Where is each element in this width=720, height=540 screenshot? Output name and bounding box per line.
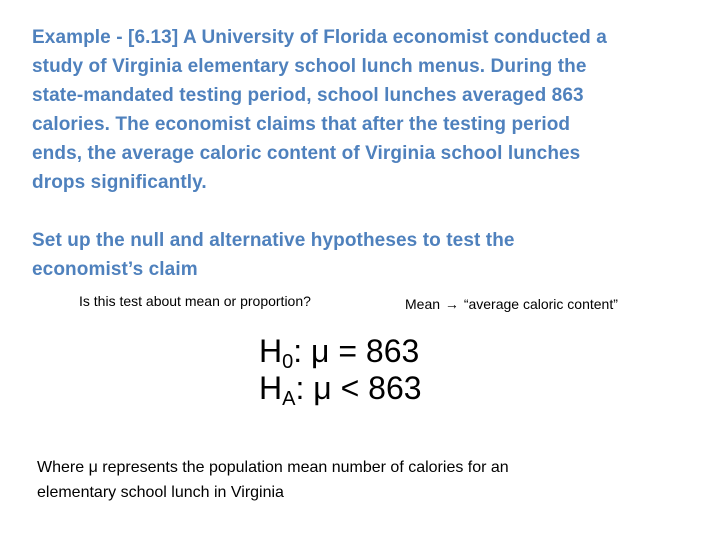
footnote-line: elementary school lunch in Virginia [37, 484, 284, 501]
null-hypothesis-statement: : μ = 863 [293, 333, 420, 369]
alternative-hypothesis-subscript: A [282, 388, 296, 410]
answer-prefix: Mean [405, 296, 441, 312]
task-line: Set up the null and alternative hypotheses to test the [32, 230, 515, 251]
example-line: state-mandated testing period, school lunches averaged 863 [32, 85, 584, 106]
example-line: study of Virginia elementary school lunch menus. During the [32, 56, 587, 77]
example-line: drops significantly. [32, 172, 207, 193]
footnote-line: Where μ represents the population mean number of calories for an [37, 459, 509, 476]
task-line: economist’s claim [32, 259, 198, 280]
mu-definition-note [37, 455, 509, 505]
answer-suffix: “average caloric content” [463, 296, 618, 312]
null-hypothesis-letter: H [259, 333, 283, 369]
example-line: Example - [6.13] A University of Florida economist conducted a [32, 27, 607, 48]
right-arrow-icon: → [444, 296, 459, 312]
example-line: calories. The economist claims that after the testing period [32, 114, 571, 135]
alternative-hypothesis [259, 369, 422, 410]
alternative-hypothesis-statement: : μ < 863 [295, 370, 422, 406]
task-instruction [32, 226, 682, 284]
null-hypothesis [259, 332, 420, 373]
alternative-hypothesis-letter: H [259, 370, 283, 406]
guiding-question: Is this test about mean or proportion? [79, 293, 311, 309]
null-hypothesis-subscript: 0 [282, 351, 294, 373]
example-paragraph [32, 23, 682, 197]
example-line: ends, the average caloric content of Virginia school lunches [32, 143, 581, 164]
guiding-answer [405, 296, 618, 313]
